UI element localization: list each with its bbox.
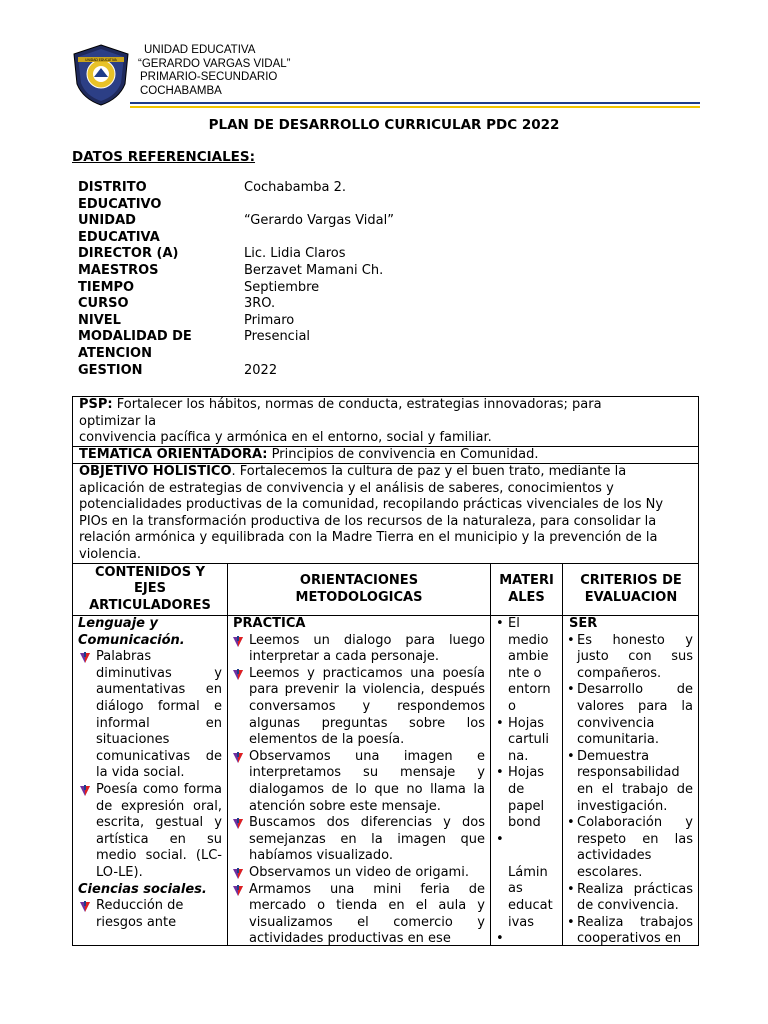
list-item bbox=[231, 815, 485, 865]
ref-value bbox=[244, 346, 698, 363]
criteria-text: Colaboración y respeto en las actividades escolares. bbox=[577, 815, 693, 880]
list-item-text: Poesía como forma de expresión oral, escrita, gestual y artística en su medio social. (LC-LO-LE). bbox=[96, 781, 222, 880]
arrow-bullet-icon bbox=[79, 785, 91, 797]
ref-row bbox=[78, 246, 698, 263]
list-item bbox=[78, 782, 222, 882]
orientaciones-column bbox=[231, 616, 485, 946]
area-heading: Lenguaje y Comunicación. bbox=[78, 616, 185, 648]
school-line-1: UNIDAD EDUCATIVA bbox=[144, 44, 256, 56]
ref-label: DISTRITO bbox=[78, 180, 147, 195]
list-item-text: Palabras diminutivas y aumentativas en diálogo formal e informal en situaciones comunicativas de la vida social. bbox=[96, 649, 222, 781]
ref-value: Primaro bbox=[244, 312, 295, 328]
referential-data bbox=[78, 180, 698, 379]
ref-value: Presencial bbox=[244, 329, 311, 345]
material-line: as bbox=[508, 881, 523, 897]
criteria-text: Realiza prácticas de convivencia. bbox=[577, 881, 693, 914]
material-line: • Hojas bbox=[508, 715, 545, 731]
material-line: Lámin bbox=[508, 864, 548, 880]
tematica-box bbox=[72, 446, 699, 464]
criteria-heading: SER bbox=[569, 616, 598, 631]
material-line: ivas bbox=[508, 914, 535, 930]
ref-row bbox=[78, 197, 698, 214]
material-line: • El bbox=[508, 616, 520, 631]
arrow-bullet-icon bbox=[232, 636, 244, 648]
arrow-bullet-icon bbox=[79, 652, 91, 664]
bullet-icon: • bbox=[567, 748, 575, 764]
psp-text-1: Fortalecer los hábitos, normas de conducta, estrategias innovadoras; para bbox=[112, 397, 602, 412]
material-line: medio bbox=[508, 632, 549, 648]
header-contenidos: CONTENIDOS Y EJES ARTICULADORES bbox=[89, 564, 211, 613]
criteria-text: Demuestra responsabilidad en el trabajo de investigación. bbox=[577, 748, 693, 814]
ref-row bbox=[78, 280, 698, 297]
ref-value bbox=[244, 230, 698, 247]
list-item-text: Leemos y practicamos una poesía para prevenir la violencia, después conversamos y respondemos algunas preguntas sobre los elementos de la poesía. bbox=[249, 665, 485, 748]
column-divider bbox=[227, 564, 228, 945]
material-item bbox=[496, 931, 560, 946]
criteria-item bbox=[569, 815, 693, 881]
ref-row bbox=[78, 313, 698, 330]
ref-label: NIVEL bbox=[78, 312, 121, 328]
ref-value: 2022 bbox=[244, 362, 278, 378]
ref-row bbox=[78, 363, 698, 380]
ref-row bbox=[78, 213, 698, 230]
material-item bbox=[496, 616, 560, 716]
ref-value: Lic. Lidia Claros bbox=[244, 246, 346, 262]
criterios-column bbox=[569, 616, 693, 946]
list-item bbox=[78, 649, 222, 782]
material-line: • Hojas bbox=[508, 765, 545, 781]
material-line: educat bbox=[508, 897, 553, 913]
material-item bbox=[496, 865, 560, 931]
document-title: PLAN DE DESARROLLO CURRICULAR PDC 2022 bbox=[208, 117, 560, 133]
material-item bbox=[496, 765, 560, 831]
bullet-icon: • bbox=[567, 881, 575, 897]
list-item-text: Armamos una mini feria de mercado o tienda en el aula y visualizamos el comercio y actividades productivas en ese bbox=[249, 881, 485, 946]
list-item-text: Reducción de riesgos ante bbox=[96, 898, 184, 930]
header-rule-gold bbox=[130, 106, 700, 108]
shield-emblem-icon bbox=[72, 44, 130, 106]
psp-box bbox=[72, 396, 699, 447]
ref-label: DIRECTOR (A) bbox=[78, 246, 179, 262]
material-line: de bbox=[508, 781, 525, 797]
ref-label: UNIDAD bbox=[78, 213, 136, 229]
bullet-icon: • bbox=[567, 815, 575, 831]
criteria-text: Realiza trabajos cooperativos en bbox=[577, 914, 693, 946]
material-line: papel bbox=[508, 798, 545, 814]
ref-label: MODALIDAD DE bbox=[78, 329, 192, 345]
school-line-3: PRIMARIO-SECUNDARIO bbox=[140, 71, 278, 84]
header-orientaciones: ORIENTACIONES METODOLOGICAS bbox=[295, 572, 423, 605]
ref-label: ATENCION bbox=[78, 345, 152, 361]
ref-row bbox=[78, 296, 698, 313]
list-item-text: Observamos una imagen e interpretamos su mensaje y dialogamos de lo que no llama la atención sobre este mensaje. bbox=[249, 748, 485, 814]
header-rule-blue bbox=[130, 102, 700, 104]
section-heading: DATOS REFERENCIALES: bbox=[72, 149, 256, 165]
arrow-bullet-icon bbox=[232, 818, 244, 830]
criteria-item bbox=[569, 633, 693, 683]
list-item-text: Observamos un video de origami. bbox=[249, 864, 469, 880]
list-item bbox=[231, 633, 485, 666]
logo-text: UNIDAD EDUCATIVA bbox=[85, 58, 117, 62]
column-divider bbox=[490, 564, 491, 945]
ref-row bbox=[78, 180, 698, 197]
list-item bbox=[231, 666, 485, 749]
school-logo bbox=[72, 44, 130, 106]
list-item bbox=[78, 898, 196, 931]
school-line-4: COCHABAMBA bbox=[140, 84, 222, 97]
criteria-item bbox=[569, 882, 693, 915]
psp-text-2: optimizar la bbox=[79, 413, 157, 429]
material-line: nte o bbox=[508, 665, 542, 681]
tematica-label: TEMATICA ORIENTADORA: bbox=[79, 447, 268, 462]
material-item bbox=[496, 716, 560, 766]
material-line: bond bbox=[508, 815, 541, 831]
school-name-block bbox=[138, 44, 291, 98]
arrow-bullet-icon bbox=[79, 901, 91, 913]
ref-row bbox=[78, 346, 698, 363]
contenidos-column bbox=[78, 616, 222, 931]
objetivo-label: OBJETIVO HOLISTICO bbox=[79, 464, 232, 479]
material-line: na. bbox=[508, 748, 529, 764]
material-line: o bbox=[508, 698, 516, 714]
school-line-2: “GERARDO VARGAS VIDAL” bbox=[138, 57, 291, 70]
bullet-icon: • bbox=[567, 682, 575, 698]
list-item bbox=[231, 882, 485, 947]
arrow-bullet-icon bbox=[232, 868, 244, 880]
ref-value: 3RO. bbox=[244, 296, 276, 312]
phase-heading: PRACTICA bbox=[233, 616, 306, 631]
arrow-bullet-icon bbox=[232, 669, 244, 681]
list-item-text: Leemos un dialogo para luego interpretar a cada personaje. bbox=[249, 632, 485, 665]
list-item bbox=[231, 865, 485, 882]
list-item-text: Buscamos dos diferencias y dos semejanzas en la imagen que habíamos visualizado. bbox=[249, 815, 485, 864]
ref-row bbox=[78, 329, 698, 346]
ref-value: Berzavet Mamani Ch. bbox=[244, 262, 384, 278]
psp-label: PSP: bbox=[79, 397, 113, 412]
bullet-icon: • bbox=[567, 632, 575, 648]
tematica-text: Principios de convivencia en Comunidad. bbox=[267, 447, 539, 462]
ref-value: Cochabamba 2. bbox=[244, 180, 347, 195]
criteria-item bbox=[569, 682, 693, 748]
objetivo-text: . Fortalecemos la cultura de paz y el buen trato, mediante la aplicación de estrategias de convivencia y el análisis de saberes, conocimientos y potencialidades productivas de la comunidad, recopilando prácticas vivenciales de los Ny PIOs en la transformación productiva de los recursos de la naturaleza, para consolidar la relación armónica y equilibrada con la Madre Tierra en el municipio y la prevención de la violencia. bbox=[79, 464, 664, 562]
header-criterios: CRITERIOS DE EVALUACION bbox=[580, 572, 682, 605]
ref-label: CURSO bbox=[78, 296, 129, 312]
ref-row bbox=[78, 230, 698, 247]
header-materiales: MATERI ALES bbox=[499, 572, 554, 605]
ref-label: EDUCATIVO bbox=[78, 196, 162, 212]
material-line: ambie bbox=[508, 649, 549, 665]
bullet-icon: • bbox=[567, 914, 575, 930]
list-item bbox=[231, 749, 485, 815]
area-heading: Ciencias sociales. bbox=[78, 881, 207, 897]
objetivo-box bbox=[72, 463, 699, 564]
arrow-bullet-icon bbox=[232, 885, 244, 897]
curriculum-table bbox=[72, 563, 699, 946]
psp-text-3: convivencia pacífica y armónica en el entorno, social y familiar. bbox=[79, 430, 492, 446]
material-line: entorn bbox=[508, 682, 551, 698]
ref-label: GESTION bbox=[78, 362, 143, 378]
ref-label: EDUCATIVA bbox=[78, 229, 160, 245]
materiales-column bbox=[496, 616, 560, 946]
ref-value: Septiembre bbox=[244, 279, 320, 295]
ref-value: “Gerardo Vargas Vidal” bbox=[244, 213, 394, 229]
ref-label: TIEMPO bbox=[78, 279, 135, 295]
arrow-bullet-icon bbox=[232, 752, 244, 764]
ref-label: MAESTROS bbox=[78, 262, 159, 278]
criteria-item bbox=[569, 749, 693, 815]
column-divider bbox=[562, 564, 563, 945]
material-item bbox=[496, 832, 560, 865]
material-line: cartuli bbox=[508, 732, 550, 748]
criteria-item bbox=[569, 915, 693, 946]
criteria-text: Desarrollo de valores para la convivencia comunitaria. bbox=[577, 682, 693, 748]
ref-row bbox=[78, 263, 698, 280]
ref-value bbox=[244, 197, 698, 214]
criteria-text: Es honesto y justo con sus compañeros. bbox=[577, 632, 693, 681]
